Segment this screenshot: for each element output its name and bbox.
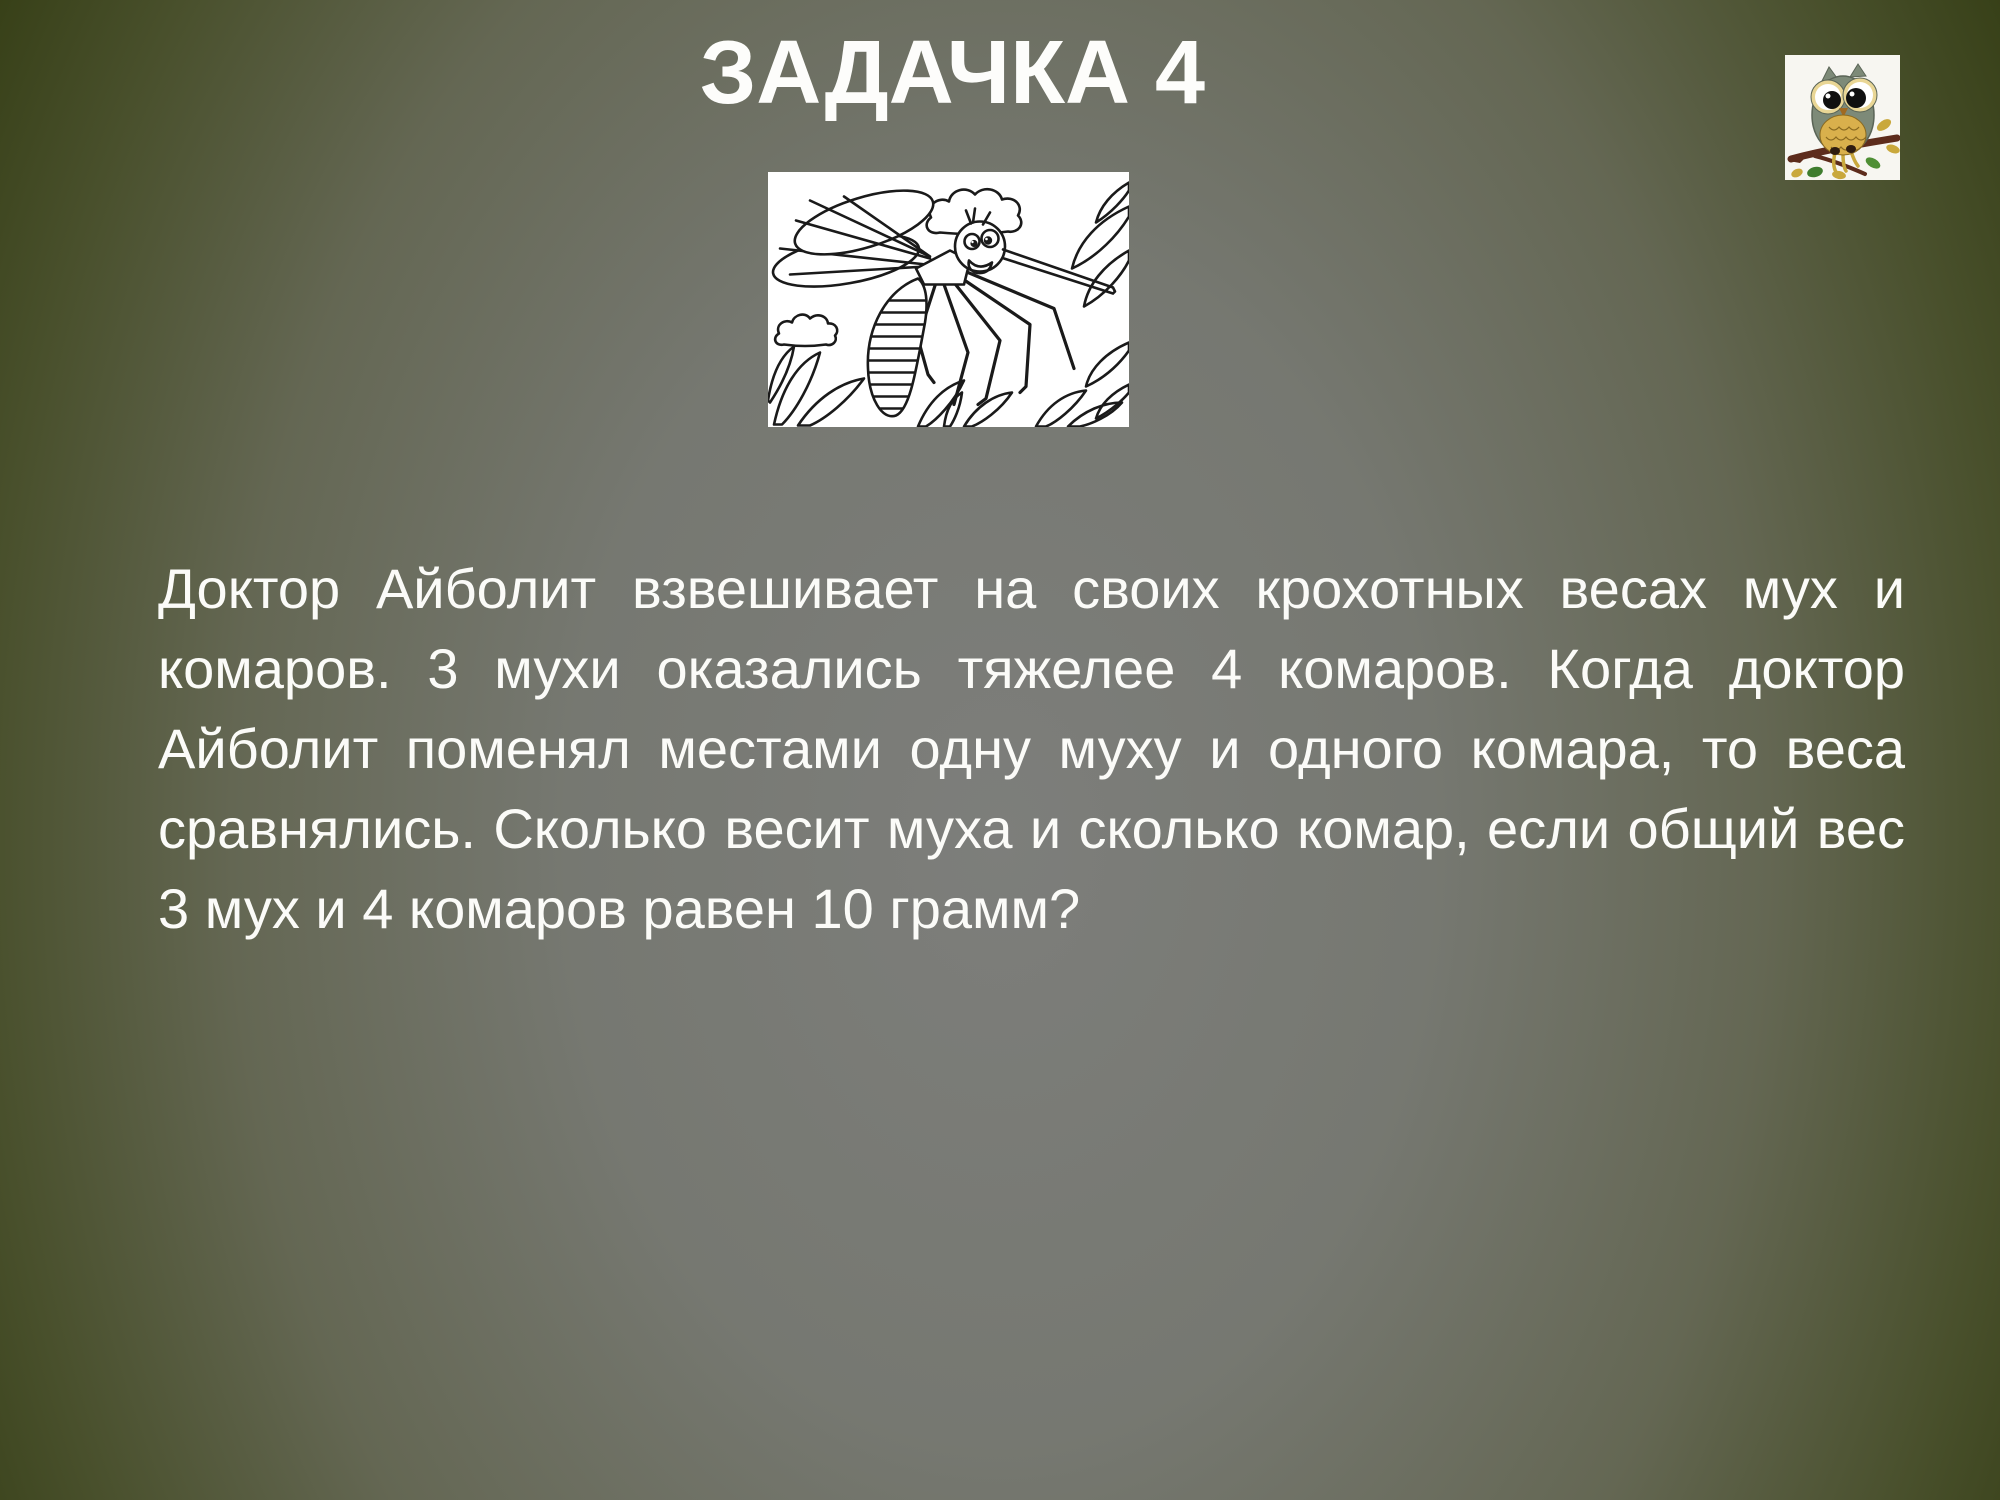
slide-title: ЗАДАЧКА 4	[699, 23, 1206, 123]
mosquito-cartoon-icon	[768, 172, 1129, 427]
problem-text: Доктор Айболит взвешивает на своих крохотных весах мух и комаров. 3 мухи оказались тяжелее 4 комаров. Когда доктор Айболит поменял местами одну муху и одного комара, то веса сравнялись. Сколько весит муха и сколько комар, если общий вес 3 мух и 4 комаров равен 10 грамм?	[158, 557, 1905, 940]
owl-logo-image	[1785, 55, 1900, 180]
mosquito-image	[768, 172, 1129, 427]
owl-on-branch-icon	[1785, 55, 1900, 180]
